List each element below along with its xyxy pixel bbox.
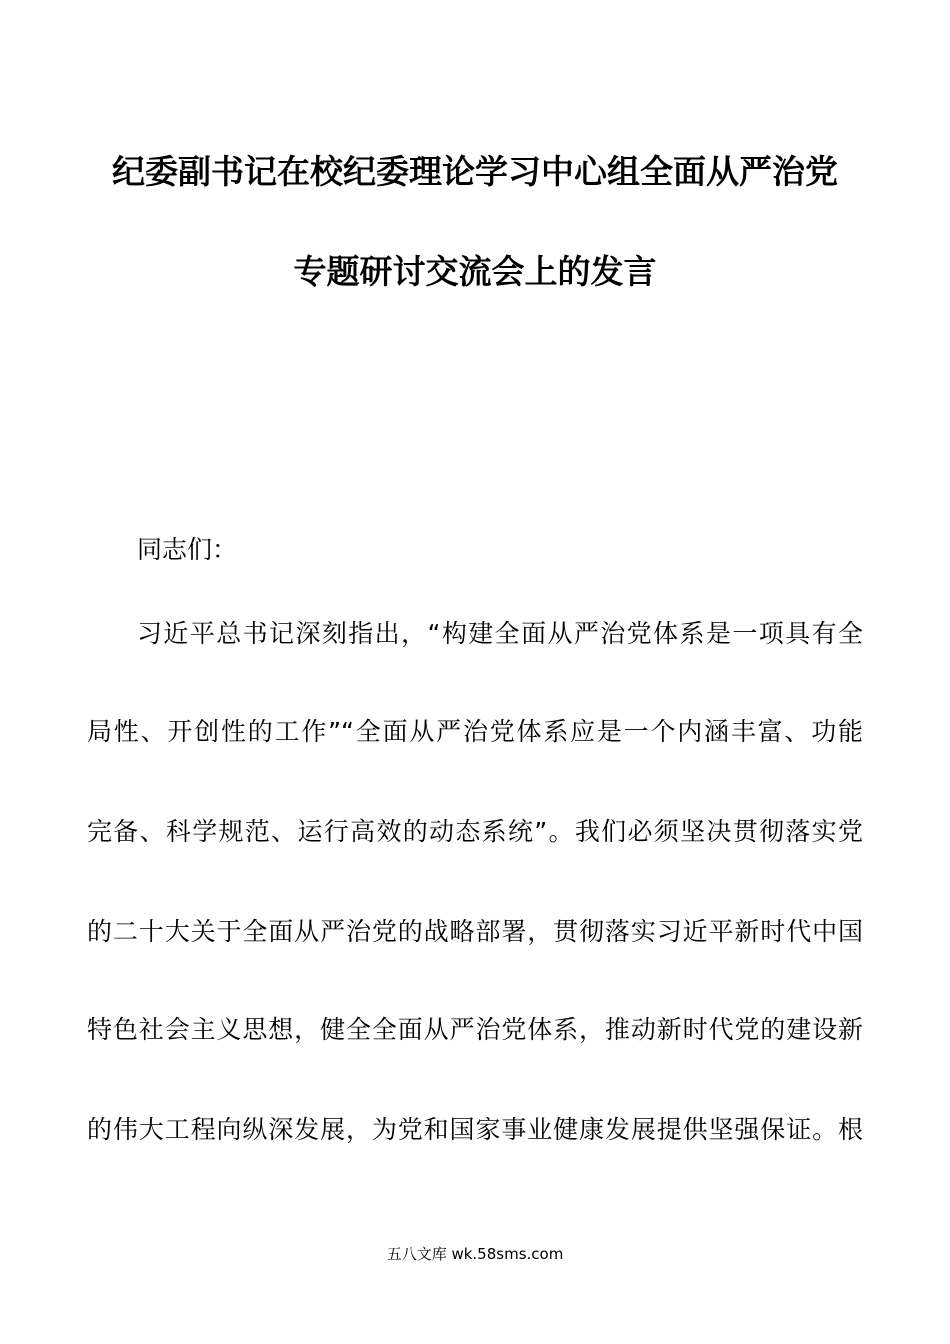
- body-line: 的二十大关于全面从严治党的战略部署，贯彻落实习近平新时代中国: [87, 917, 863, 946]
- document-title-line-2: 专题研讨交流会上的发言: [293, 252, 657, 291]
- footer-watermark-text: 五八文库 wk.58sms.com: [386, 1245, 564, 1263]
- body-line: 局性、开创性的工作”“全面从严治党体系应是一个内涵丰富、功能: [87, 717, 863, 746]
- body-line: 特色社会主义思想，健全全面从严治党体系，推动新时代党的建设新: [87, 1015, 863, 1044]
- greeting: 同志们：: [137, 535, 238, 564]
- document-title-line-1: 纪委副书记在校纪委理论学习中心组全面从严治党: [112, 152, 838, 191]
- body-line: 习近平总书记深刻指出，“构建全面从严治党体系是一项具有全: [137, 619, 863, 648]
- body-line: 完备、科学规范、运行高效的动态系统”。我们必须坚决贯彻落实党: [87, 817, 863, 846]
- body-line: 的伟大工程向纵深发展，为党和国家事业健康发展提供坚强保证。根: [87, 1115, 863, 1144]
